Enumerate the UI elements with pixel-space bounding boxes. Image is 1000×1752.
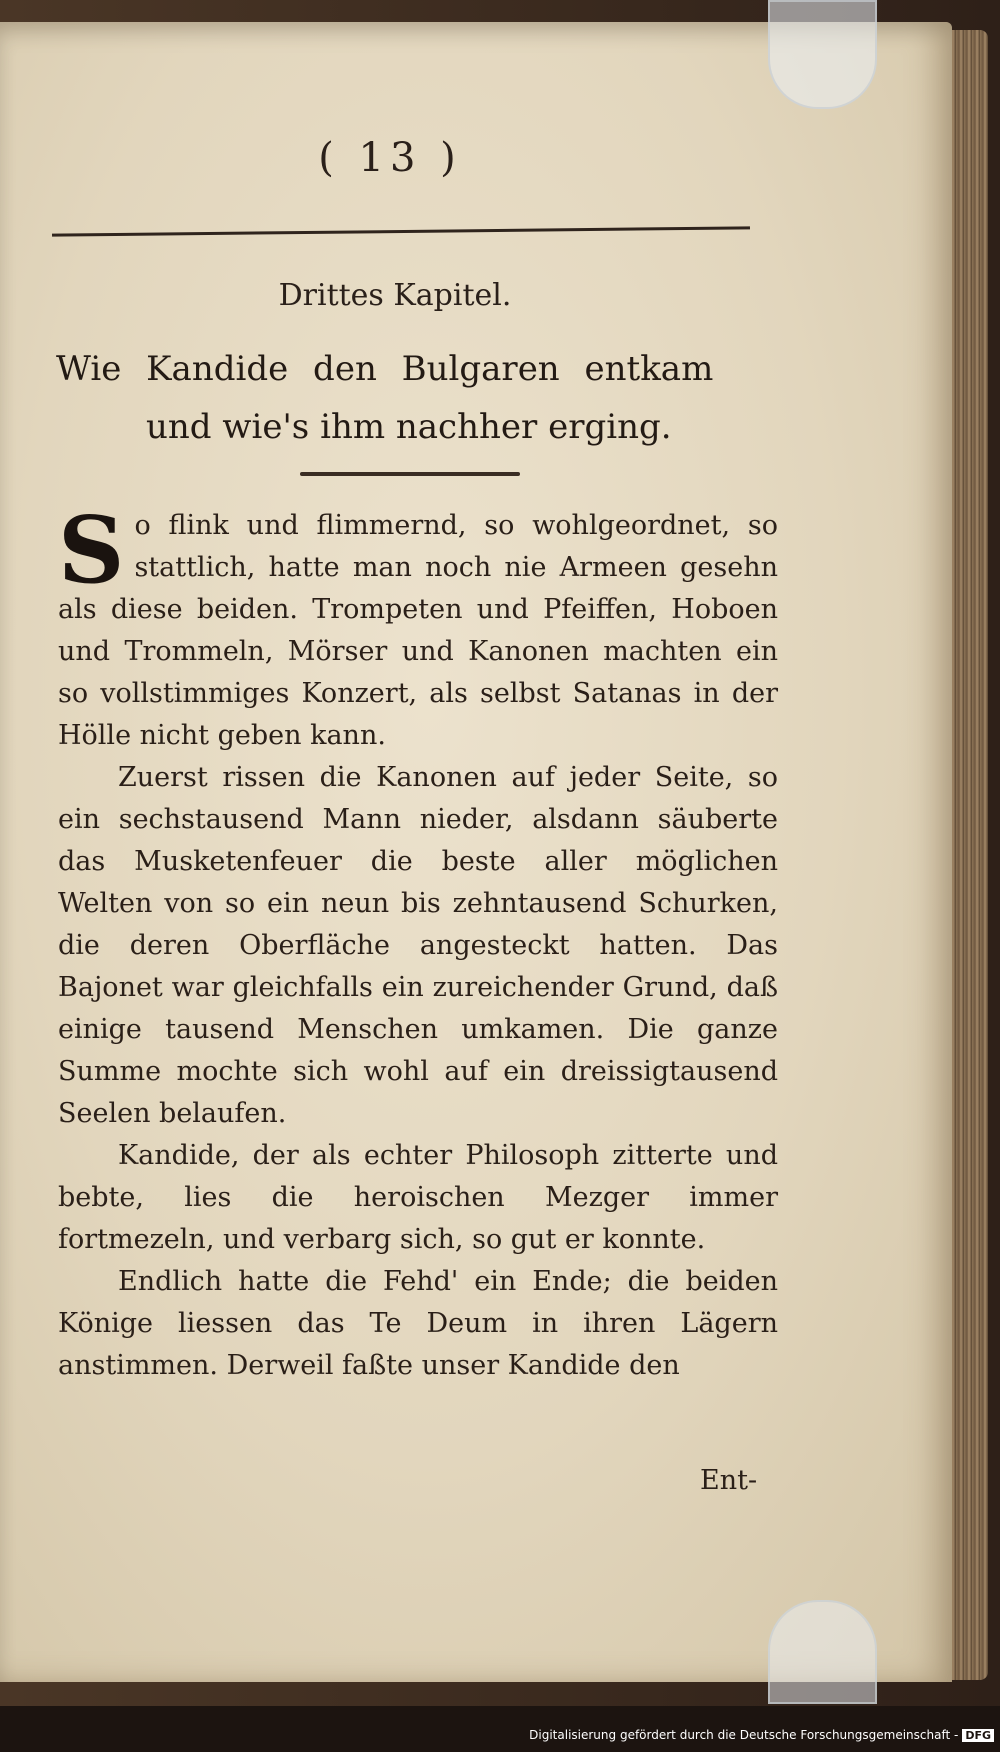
title-rule	[300, 472, 520, 476]
top-clip	[768, 0, 877, 109]
paragraph-1-text: o flink und flimmernd, so wohlgeordnet, so stattlich, hatte man noch nie Armeen gesehn als diese beiden. Trompeten und Pfeiffen, Hoboen und Trommeln, Mörser und Kanonen machten ein so vollstimmiges Konzert, als selbst Satanas in der Hölle nicht geben kann.	[58, 510, 778, 751]
paragraph-3: Kandide, der als echter Philosoph zitterte und bebte, lies die heroischen Mezger immer fortmezeln, und verbarg sich, so gut er konnte.	[58, 1140, 778, 1255]
paragraph-4: Endlich hatte die Fehd' ein Ende; die beiden Könige liessen das Te Deum in ihren Lägern anstimmen. Derweil faßte unser Kandide den	[58, 1266, 778, 1381]
dfg-logo: DFG	[962, 1729, 994, 1742]
chapter-title-line-2: und wie's ihm nachher erging.	[146, 407, 672, 447]
page-number: ( 13 )	[318, 135, 462, 181]
catchword: Ent-	[700, 1465, 758, 1496]
chapter-title	[56, 340, 756, 456]
body-text	[58, 496, 778, 1387]
chapter-label: Drittes Kapitel.	[278, 278, 512, 313]
paragraph-2: Zuerst rissen die Kanonen auf jeder Seite, so ein sechstausend Mann nieder, alsdann säuberte das Musketenfeuer die beste aller möglichen Welten von so ein neun bis zehntausend Schurken, die deren Oberfläche angesteckt hatten. Das Bajonet war gleichfalls ein zureichender Grund, daß einige tausend Menschen umkamen. Die ganze Summe mochte sich wohl auf ein dreissigtausend Seelen belaufen.	[58, 762, 778, 1129]
chapter-title-line-1: Wie Kandide den Bulgaren entkam	[56, 349, 714, 389]
digitization-credit	[529, 1728, 994, 1742]
paragraph-1	[58, 496, 778, 757]
drop-cap: S	[58, 496, 125, 604]
bottom-clip	[768, 1600, 877, 1704]
credit-text: Digitalisierung gefördert durch die Deutsche Forschungsgemeinschaft -	[529, 1728, 959, 1742]
